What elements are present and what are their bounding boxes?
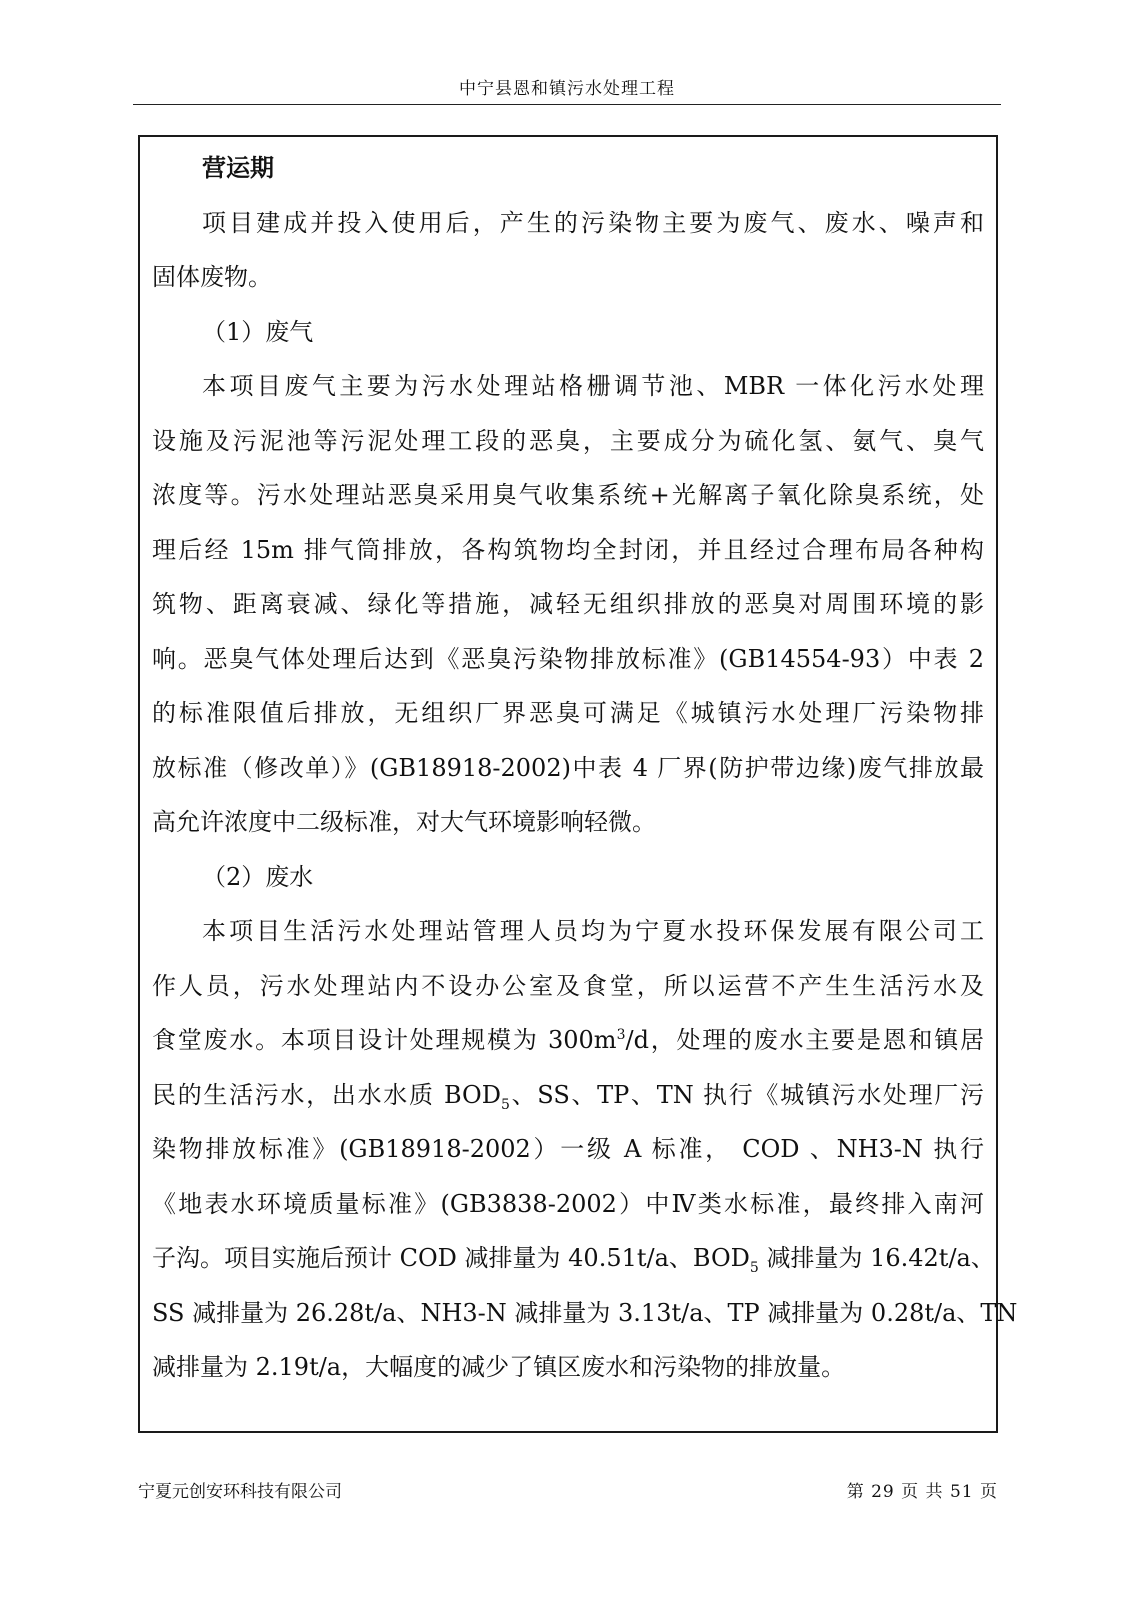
wastewater-line-6: 《地表水环境质量标准》(GB3838-2002）中Ⅳ类水标准，最终排入南河 — [152, 1189, 984, 1218]
wastewater-line-3 — [152, 1013, 984, 1068]
footer-page-number: 第 29 页 共 51 页 — [846, 1482, 998, 1502]
content-frame — [138, 135, 1018, 1433]
intro-line-1: 项目建成并投入使用后，产生的污染物主要为废气、废水、噪声和 — [202, 208, 984, 237]
exhaust-line-5: 筑物、距离衰减、绿化等措施，减轻无组织排放的恶臭对周围环境的影 — [152, 590, 984, 618]
wastewater-line-7-part-a: 子沟。项目实施后预计 COD 减排量为 40.51t/a、BOD — [152, 1244, 750, 1272]
wastewater-line-8: SS 减排量为 26.28t/a、NH3-N 减排量为 3.13t/a、TP 减排量为 0.28t/a、TN — [152, 1298, 1018, 1327]
footer-company: 宁夏元创安环科技有限公司 — [138, 1482, 342, 1502]
wastewater-heading: （2）废水 — [202, 862, 314, 891]
exhaust-line-1: 本项目废气主要为污水处理站格栅调节池、MBR 一体化污水处理 — [202, 372, 984, 400]
section-title: 营运期 — [202, 153, 274, 182]
wastewater-line-4-part-a: 民的生活污水，出水水质 BOD — [152, 1080, 501, 1109]
exhaust-line-2: 设施及污泥池等污泥处理工段的恶臭，主要成分为硫化氢、氨气、臭气 — [152, 426, 984, 455]
content-body — [152, 141, 1018, 1395]
wastewater-line-7 — [152, 1231, 995, 1286]
page-header — [133, 78, 1001, 105]
subscript-5: 5 — [500, 1096, 510, 1113]
intro-line-2: 固体废物。 — [152, 263, 272, 291]
exhaust-heading: （1）废气 — [202, 317, 314, 346]
wastewater-line-1: 本项目生活污水处理站管理人员均为宁夏水投环保发展有限公司工 — [202, 917, 984, 945]
exhaust-line-8: 放标准（修改单）》(GB18918-2002)中表 4 厂界(防护带边缘)废气排放最 — [152, 753, 984, 782]
exhaust-line-7: 的标准限值后排放，无组织厂界恶臭可满足《城镇污水处理厂污染物排 — [152, 699, 984, 727]
wastewater-line-5: 染物排放标准》(GB18918-2002）一级 A 标准， COD 、NH3-N 执行 — [152, 1135, 984, 1163]
subscript-5: 5 — [749, 1259, 759, 1276]
wastewater-line-2: 作人员，污水处理站内不设办公室及食堂，所以运营不产生生活污水及 — [152, 971, 984, 1000]
wastewater-line-7-part-b: 减排量为 16.42t/a、 — [758, 1244, 995, 1272]
wastewater-line-4 — [152, 1068, 984, 1123]
wastewater-line-9: 减排量为 2.19t/a，大幅度的减少了镇区废水和污染物的排放量。 — [152, 1353, 846, 1381]
wastewater-line-3-part-a: 食堂废水。本项目设计处理规模为 300m — [152, 1026, 617, 1054]
exhaust-line-6: 响。恶臭气体处理后达到《恶臭污染物排放标准》(GB14554-93）中表 2 — [152, 644, 984, 673]
superscript-3: 3 — [616, 1027, 626, 1043]
exhaust-line-4: 理后经 15m 排气筒排放，各构筑物均全封闭，并且经过合理布局各种构 — [152, 535, 984, 564]
wastewater-line-3-part-b: /d，处理的废水主要是恩和镇居 — [625, 1026, 984, 1054]
page-footer — [138, 1480, 998, 1504]
header-title: 中宁县恩和镇污水处理工程 — [459, 79, 675, 99]
exhaust-line-9: 高允许浓度中二级标准，对大气环境影响轻微。 — [152, 808, 656, 836]
wastewater-line-4-part-b: 、SS、TP、TN 执行《城镇污水处理厂污 — [509, 1080, 984, 1109]
exhaust-line-3: 浓度等。污水处理站恶臭采用臭气收集系统+光解离子氧化除臭系统，处 — [152, 481, 984, 509]
